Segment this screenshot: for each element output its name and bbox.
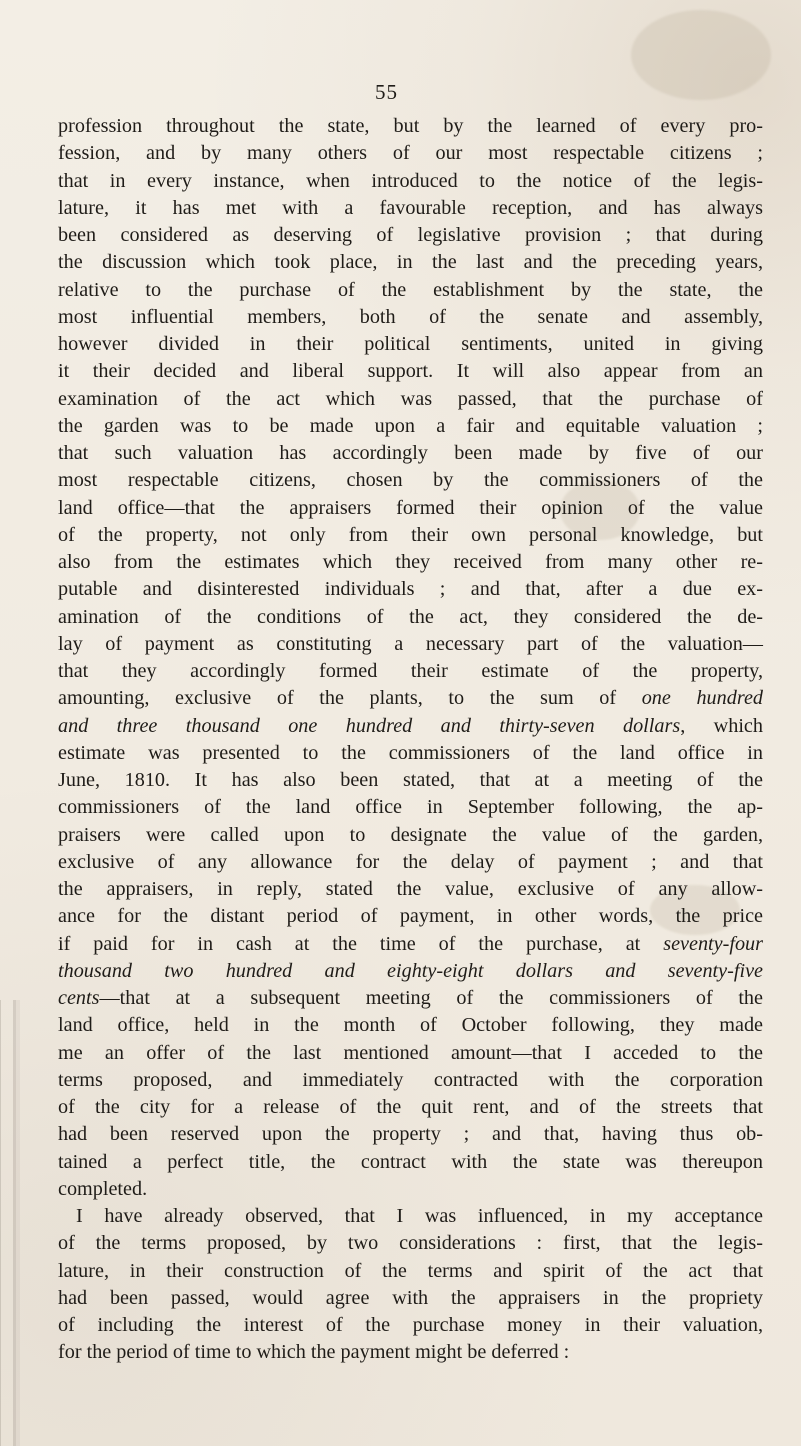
text-line: of including the interest of the purchase money in their valuation,	[58, 1314, 763, 1336]
text-line: the appraisers, in reply, stated the value, exclusive of any allow-	[58, 878, 763, 900]
text-line: of the city for a release of the quit rent, and of the streets that	[58, 1096, 763, 1118]
text-line: cents—that at a subsequent meeting of the commissioners of the	[58, 987, 763, 1009]
text-line: of the terms proposed, by two considerations : first, that the legis-	[58, 1232, 763, 1255]
text-line: had been reserved upon the property ; and that, having thus ob-	[58, 1123, 763, 1146]
text-line: that they accordingly formed their estimate of the property,	[58, 660, 763, 682]
text-line: it their decided and liberal support. It will also appear from an	[58, 360, 763, 383]
italic-amount: cents	[58, 987, 100, 1009]
text-line: of the property, not only from their own personal knowledge, but	[58, 523, 763, 546]
text-line: most respectable citizens, chosen by the commissioners of the	[58, 469, 763, 492]
paper-stain	[631, 10, 771, 100]
italic-amount: thousand two hundred and eighty-eight dollars and seventy-five	[58, 959, 763, 982]
text-line: profession throughout the state, but by the learned of every pro-	[58, 115, 763, 137]
text-line: land office, held in the month of October following, they made	[58, 1014, 763, 1037]
text-line: had been passed, would agree with the appraisers in the propriety	[58, 1286, 763, 1309]
text-line: and three thousand one hundred and thirty-seven dollars, which	[58, 714, 763, 737]
text-line	[58, 958, 763, 985]
body-text	[58, 113, 763, 1367]
text-line: amounting, exclusive of the plants, to the sum of one hundred	[58, 687, 763, 710]
text-line: exclusive of any allowance for the delay of payment ; and that	[58, 850, 763, 873]
italic-amount: one hundred	[641, 687, 763, 710]
text-line: praisers were called upon to designate the value of the garden,	[58, 823, 763, 846]
text-line: ance for the distant period of payment, in other words, the price	[58, 905, 763, 928]
text-line: that in every instance, when introduced to the notice of the legis-	[58, 169, 763, 192]
text-line: been considered as deserving of legislative provision ; that during	[58, 224, 763, 246]
page-binding-edge	[0, 1000, 13, 1446]
text-line: I have already observed, that I was influenced, in my acceptance	[76, 1205, 763, 1227]
text-line: land office—that the appraisers formed their opinion of the value	[58, 496, 763, 519]
text-line: amination of the conditions of the act, they considered the de-	[58, 605, 763, 628]
text-line: relative to the purchase of the establishment by the state, the	[58, 278, 763, 301]
text-line: lature, in their construction of the terms and spirit of the act that	[58, 1259, 763, 1282]
italic-amount: seventy-four	[663, 932, 763, 955]
page-number: 55	[375, 80, 398, 104]
text-line: also from the estimates which they received from many other re-	[58, 551, 763, 573]
text-line: June, 1810. It has also been stated, that at a meeting of the	[58, 769, 763, 791]
text-line: that such valuation has accordingly been made by five of our	[58, 442, 763, 464]
text-line: fession, and by many others of our most respectable citizens ;	[58, 142, 763, 165]
text-line: examination of the act which was passed, that the purchase of	[58, 387, 763, 410]
text-line: the garden was to be made upon a fair and equitable valuation ;	[58, 414, 763, 437]
text-line: most influential members, both of the senate and assembly,	[58, 305, 763, 328]
text-line: completed.	[58, 1177, 148, 1200]
text-line: putable and disinterested individuals ; and that, after a due ex-	[58, 578, 763, 601]
italic-amount: and three thousand one hundred and thirty-seven dollars	[58, 714, 681, 737]
text-line: if paid for in cash at the time of the purchase, at seventy-four	[58, 932, 763, 955]
text-line: for the period of time to which the payment might be deferred :	[58, 1341, 570, 1364]
text-line: tained a perfect title, the contract with the state was thereupon	[58, 1150, 763, 1173]
text-line: commissioners of the land office in September following, the ap-	[58, 796, 763, 819]
text-line: lay of payment as constituting a necessary part of the valuation—	[58, 632, 763, 655]
paragraph-2	[58, 1203, 763, 1367]
text-line: lature, it has met with a favourable reception, and has always	[58, 196, 763, 219]
text-line: terms proposed, and immediately contracted with the corporation	[58, 1068, 763, 1091]
text-line: me an offer of the last mentioned amount—that I acceded to the	[58, 1041, 763, 1064]
text-line: estimate was presented to the commissioners of the land office in	[58, 741, 763, 764]
paragraph-1	[58, 113, 763, 1203]
text-line: the discussion which took place, in the last and the preceding years,	[58, 251, 763, 274]
text-line: however divided in their political sentiments, united in giving	[58, 333, 763, 355]
